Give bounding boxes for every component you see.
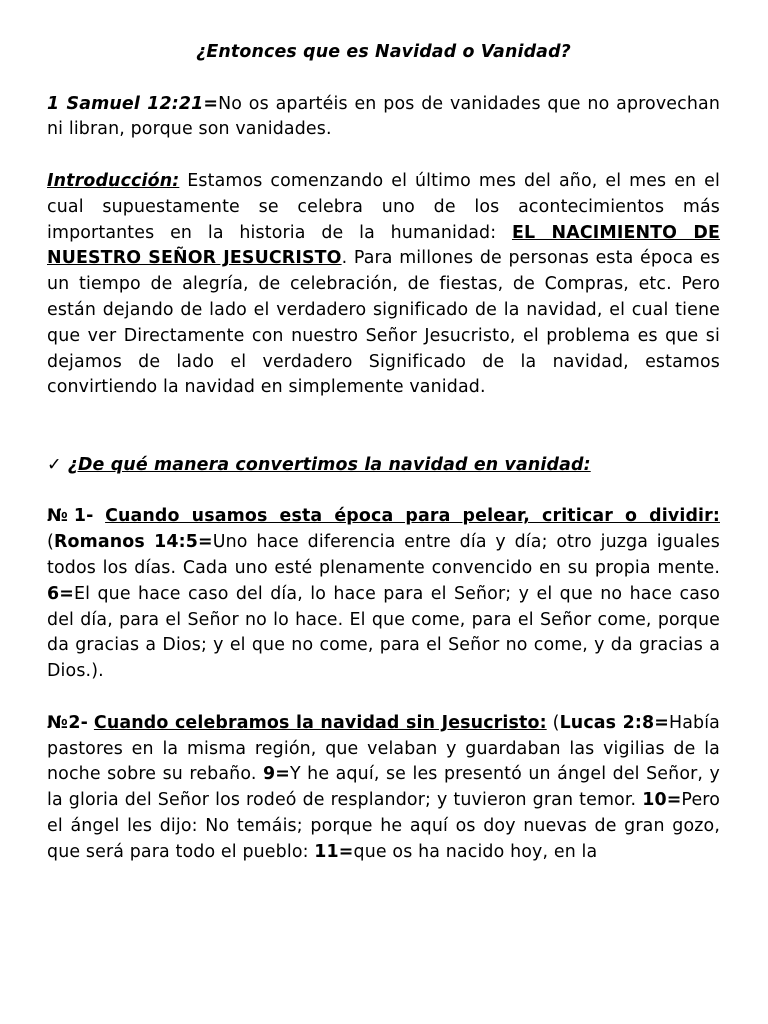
verse-number: 9= (262, 764, 290, 785)
spacer (47, 401, 720, 453)
key-verse (47, 92, 720, 144)
scripture-text: El que hace caso del día, lo hace para el Señor; y el que no hace caso del día, para el Señor no lo hace. El que come, para el Señor come, porque da gracias a Dios; y el que no come, para el Señor no come, y da gracias a Dios.). (47, 583, 720, 682)
point-number: №1- (47, 506, 94, 527)
scripture-text: Uno hace diferencia entre día y día; otro juzga iguales todos los días. Cada uno esté plenamente convencido en su propia mente. (47, 532, 720, 578)
document-title: ¿Entonces que es Navidad o Vanidad? (196, 42, 571, 62)
document-page (47, 40, 720, 866)
scripture-text: Había pastores en la misma región, que velaban y guardaban las vigilias de la noche sobre su rebaño. (47, 712, 720, 785)
verse-text: No os apartéis en pos de vanidades que no aprovechan ni libran, porque son vanidades. (47, 93, 720, 140)
point-heading: Cuando celebramos la navidad sin Jesucristo: (93, 712, 547, 733)
scripture-reference: Romanos 14:5= (53, 532, 213, 553)
scripture-text: Pero el ángel les dijo: No temáis; porque he aquí os doy nuevas de gran gozo, que será para todo el pueblo: (47, 790, 720, 862)
scripture-text: Y he aquí, se les presentó un ángel del Señor, y la gloria del Señor los rodeó de resplandor; y tuvieron gran temor. (47, 764, 720, 811)
question-text: ¿De qué manera convertimos la navidad en vanidad: (67, 454, 591, 475)
verse-number: 11= (314, 841, 354, 862)
question-heading (47, 453, 720, 479)
point-number: №2- (47, 712, 88, 733)
intro-text-before: Estamos comenzando el último mes del año, el mes en el cual supuestamente se celebra uno de los acontecimientos más importantes en la historia de la humanidad: (47, 170, 720, 243)
verse-number: 6= (47, 583, 74, 604)
spacer (47, 479, 720, 505)
introduction-paragraph (47, 169, 720, 401)
scripture-reference: Lucas 2:8= (559, 712, 669, 733)
check-icon: ✓ (47, 454, 62, 475)
point-1 (47, 504, 720, 685)
point-open-paren: ( (546, 712, 560, 733)
point-2 (47, 711, 720, 866)
verse-reference: 1 Samuel 12:21= (47, 93, 219, 114)
intro-highlight: EL NACIMIENTO DE NUESTRO SEÑOR JESUCRISTO (47, 222, 721, 269)
scripture-text: que os ha nacido hoy, en la (353, 841, 598, 862)
verse-number: 10= (642, 790, 682, 811)
spacer (47, 143, 720, 169)
spacer (47, 685, 720, 711)
spacer (47, 66, 720, 92)
point-open-paren: ( (47, 532, 54, 553)
intro-text-after: . Para millones de personas esta época es un tiempo de alegría, de celebración, de fiestas, de Compras, etc. Pero están dejando de lado el verdadero significado de la navidad, el cual tiene que ver Directamente con nuestro Señor Jesucristo, el problema es que si dejamos de lado el verdadero Significado de la navidad, estamos convirtiendo la navidad en simplemente vanidad. (47, 248, 720, 398)
intro-label: Introducción: (47, 170, 180, 191)
point-heading: Cuando usamos esta época para pelear, criticar o dividir: (105, 506, 720, 527)
